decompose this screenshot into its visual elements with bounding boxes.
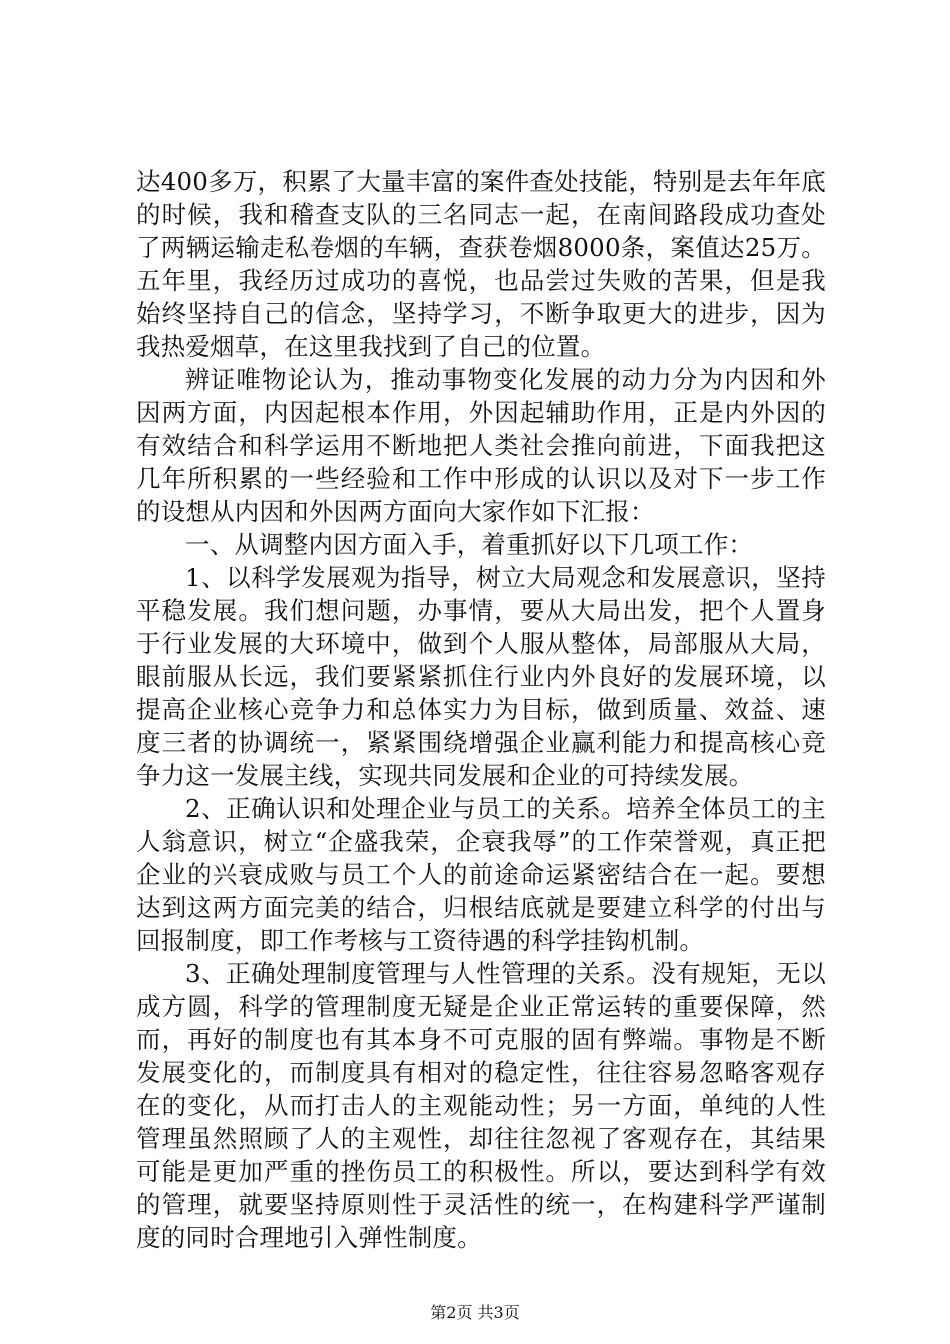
paragraph-item-3: 3、正确处理制度管理与人性管理的关系。没有规矩，无以成方圆，科学的管理制度无疑是企业正常运转的重要保障，然而，再好的制度也有其本身不可克服的固有弊端。事物是不断发展变化的，而制度具有相对的稳定性，往往容易忽略客观存在的变化，从而打击人的主观能动性；另一方面，单纯的人性管理虽然照顾了人的主观性，却往往忽视了客观存在，其结果可能是更加严重的挫伤员工的积极性。所以，要达到科学有效的管理，就要坚持原则性于灵活性的统一，在构建科学严谨制度的同时合理地引入弹性制度。 [136, 959, 826, 1252]
document-body [136, 165, 826, 1254]
paragraph-continuation: 达400多万，积累了大量丰富的案件查处技能，特别是去年年底的时候，我和稽查支队的三名同志一起，在南间路段成功查处了两辆运输走私卷烟的车辆，查获卷烟8000条，案值达25万。五年里，我经历过成功的喜悦，也品尝过失败的苦果，但是我始终坚持自己的信念，坚持学习，不断争取更大的进步，因为我热爱烟草，在这里我找到了自己的位置。 [136, 167, 826, 361]
paragraph-item-1: 1、以科学发展观为指导，树立大局观念和发展意识，坚持平稳发展。我们想问题，办事情，要从大局出发，把个人置身于行业发展的大环境中，做到个人服从整体，局部服从大局，眼前服从长远，我们要紧紧抓住行业内外良好的发展环境，以提高企业核心竞争力和总体实力为目标，做到质量、效益、速度三者的协调统一，紧紧围绕增强企业赢利能力和提高核心竞争力这一发展主线，实现共同发展和企业的可持续发展。 [136, 563, 826, 790]
section-heading-internal-factors: 一、从调整内因方面入手，着重抓好以下几项工作： [185, 530, 754, 559]
page-number-footer: 第2页 共3页 [430, 1303, 520, 1322]
paragraph-item-2: 2、正确认识和处理企业与员工的关系。培养全体员工的主人翁意识，树立“企盛我荣，企衰我辱”的工作荣誉观，真正把企业的兴衰成败与员工个人的前途命运紧密结合在一起。要想达到这两方面完美的结合，归根结底就是要建立科学的付出与回报制度，即工作考核与工资待遇的科学挂钩机制。 [136, 794, 826, 955]
paragraph-dialectics: 辨证唯物论认为，推动事物变化发展的动力分为内因和外因两方面，内因起根本作用，外因起辅助作用，正是内外因的有效结合和科学运用不断地把人类社会推向前进，下面我把这几年所积累的一些经验和工作中形成的认识以及对下一步工作的设想从内因和外因两方面向大家作如下汇报： [136, 365, 826, 526]
